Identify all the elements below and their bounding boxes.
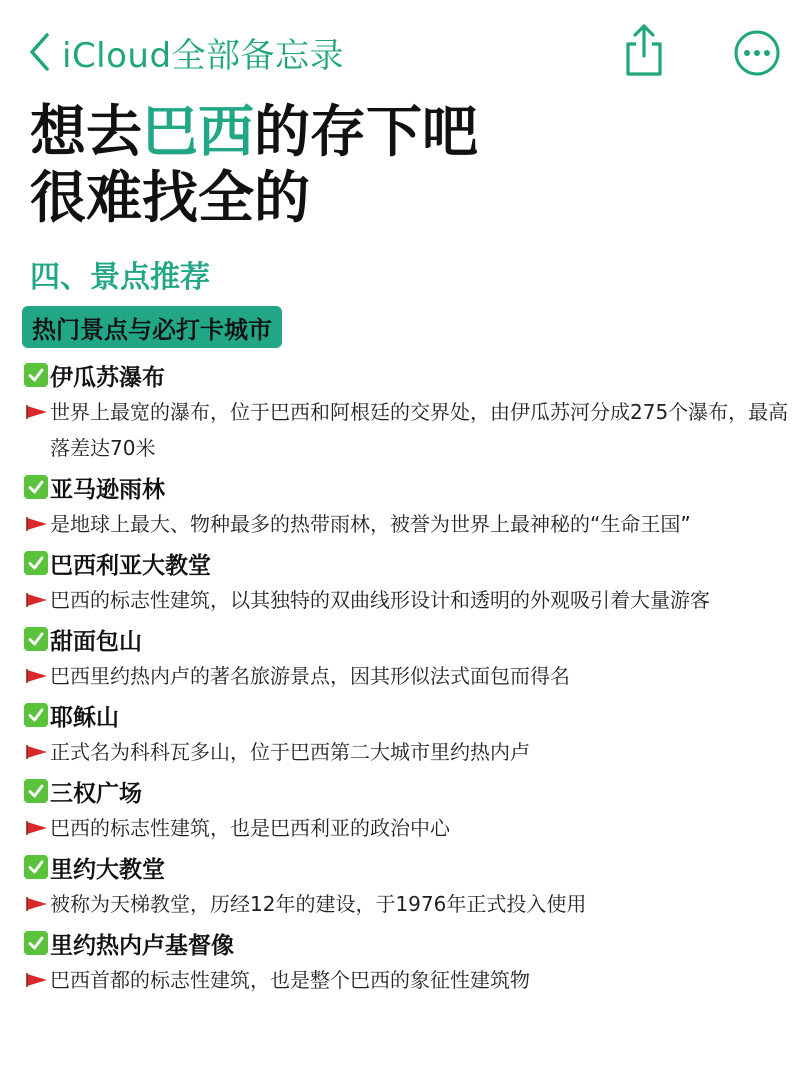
check-box-icon <box>24 703 48 727</box>
attraction-description <box>24 962 794 998</box>
red-triangle-icon <box>26 593 48 607</box>
check-box-icon <box>24 627 48 651</box>
red-triangle-icon <box>26 745 48 759</box>
attraction-name-label: 里约热内卢基督像 <box>50 932 234 959</box>
title-line-1 <box>30 100 790 166</box>
check-box-icon <box>24 551 48 575</box>
section-heading: 四、景点推荐 <box>30 260 210 295</box>
attraction-name-label: 耶稣山 <box>50 704 119 731</box>
attraction-description <box>24 886 794 922</box>
subheading-label: 热门景点与必打卡城市 <box>32 315 272 344</box>
attraction-name <box>24 544 794 582</box>
attraction-name <box>24 620 794 658</box>
check-box-icon <box>24 931 48 955</box>
attraction-description <box>24 506 794 542</box>
red-triangle-icon <box>26 897 48 911</box>
attraction-name <box>24 848 794 886</box>
share-icon[interactable] <box>622 22 666 78</box>
check-box-icon <box>24 779 48 803</box>
attraction-description <box>24 582 794 618</box>
chevron-left-icon <box>28 32 50 72</box>
note-title <box>30 100 790 232</box>
red-triangle-icon <box>26 517 48 531</box>
title-line-2: 很难找全的 <box>30 166 310 231</box>
attraction-list <box>24 356 794 1000</box>
more-icon[interactable] <box>734 30 780 76</box>
attraction-name-label: 三权广场 <box>50 780 142 807</box>
attraction-description-text: 巴西里约热内卢的著名旅游景点，因其形似法式面包而得名 <box>50 664 570 688</box>
nav-bar <box>0 0 810 100</box>
title-prefix: 想去 <box>30 100 142 165</box>
attraction-description <box>24 658 794 694</box>
attraction-description <box>24 734 794 770</box>
red-triangle-icon <box>26 669 48 683</box>
subheading-pill <box>22 306 282 348</box>
title-suffix: 的存下吧 <box>254 100 478 165</box>
attraction-name <box>24 772 794 810</box>
attraction-name <box>24 696 794 734</box>
attraction-description <box>24 394 794 466</box>
attraction-description-text: 正式名为科科瓦多山，位于巴西第二大城市里约热内卢 <box>50 740 530 764</box>
attraction-name-label: 亚马逊雨林 <box>50 476 165 503</box>
attraction-description-text: 巴西的标志性建筑，也是巴西利亚的政治中心 <box>50 816 450 840</box>
check-box-icon <box>24 855 48 879</box>
attraction-description-text: 巴西首都的标志性建筑，也是整个巴西的象征性建筑物 <box>50 968 530 992</box>
title-highlight: 巴西 <box>142 100 254 165</box>
attraction-description-text: 世界上最宽的瀑布，位于巴西和阿根廷的交界处，由伊瓜苏河分成275个瀑布，最高落差达70米 <box>50 400 789 460</box>
red-triangle-icon <box>26 405 48 419</box>
back-button[interactable] <box>28 28 344 76</box>
check-box-icon <box>24 475 48 499</box>
attraction-description-text: 是地球上最大、物种最多的热带雨林，被誉为世界上最神秘的“生命王国” <box>50 512 691 536</box>
attraction-name-label: 甜面包山 <box>50 628 142 655</box>
attraction-description-text: 被称为天梯教堂，历经12年的建设，于1976年正式投入使用 <box>50 892 587 916</box>
attraction-name-label: 巴西利亚大教堂 <box>50 552 211 579</box>
back-label: iCloud全部备忘录 <box>62 35 345 76</box>
check-box-icon <box>24 363 48 387</box>
attraction-description-text: 巴西的标志性建筑，以其独特的双曲线形设计和透明的外观吸引着大量游客 <box>50 588 710 612</box>
attraction-name <box>24 356 794 394</box>
attraction-name-label: 里约大教堂 <box>50 856 165 883</box>
attraction-name-label: 伊瓜苏瀑布 <box>50 364 165 391</box>
attraction-description <box>24 810 794 846</box>
attraction-name <box>24 924 794 962</box>
attraction-name <box>24 468 794 506</box>
red-triangle-icon <box>26 821 48 835</box>
red-triangle-icon <box>26 973 48 987</box>
